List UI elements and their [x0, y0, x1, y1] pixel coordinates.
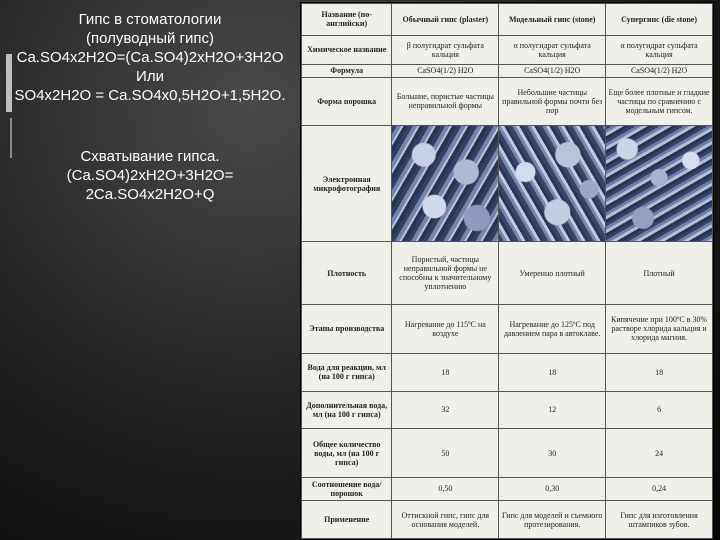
table-row	[302, 126, 713, 242]
table-row	[302, 305, 713, 353]
header-cell: Супергипс (die stone)	[606, 4, 713, 36]
table-cell: 0,24	[606, 477, 713, 500]
row-label: Электронная микрофотография	[302, 126, 392, 242]
table-row	[302, 353, 713, 391]
table-cell: Небольшие частицы правильной формы почти без пор	[499, 77, 606, 125]
table-cell: CaSO4(1/2) H2O	[499, 65, 606, 78]
table-cell: 18	[392, 353, 499, 391]
table-cell: 24	[606, 429, 713, 477]
table-cell: 0,30	[499, 477, 606, 500]
table-cell: 50	[392, 429, 499, 477]
table-cell: β полугидрат сульфата кальция	[392, 35, 499, 64]
setting-title: Схватывание гипса.	[80, 148, 220, 165]
micrograph-plaster	[392, 126, 499, 242]
table-cell: Нагревание до 125ºC под давлением пара в автоклаве.	[499, 305, 606, 353]
table-cell: CaSO4(1/2) H2O	[392, 65, 499, 78]
table-cell: 32	[392, 391, 499, 429]
table-cell: Кипячение при 100ºC в 30% растворе хлорида кальция и хлорида магния.	[606, 305, 713, 353]
table-cell: Нагревание до 115ºC на воздухе	[392, 305, 499, 353]
table-cell: α полугидрат сульфата кальция	[606, 35, 713, 64]
or-label: Или	[136, 68, 164, 85]
table-cell: Умеренно плотный	[499, 241, 606, 304]
table-cell: 18	[606, 353, 713, 391]
equation-1: Ca.SO4x2H2O=(Ca.SO4)2xH2O+3H2O	[16, 49, 284, 66]
gypsum-comparison-table	[300, 2, 714, 540]
table-row	[302, 65, 713, 78]
row-label: Этапы производства	[302, 305, 392, 353]
equation-2: SO4x2H2O = Ca.SO4x0,5H2O+1,5H2O.	[14, 87, 286, 104]
row-label: Общее количество воды, мл (на 100 г гипса)	[302, 429, 392, 477]
table-cell: Большие, пористые частицы неправильной формы	[392, 77, 499, 125]
left-text-block	[0, 10, 300, 204]
row-label: Вода для реакции, мл (на 100 г гипса)	[302, 353, 392, 391]
table-cell: Еще более плотные и гладкие частицы по сравнению с модельным гипсом.	[606, 77, 713, 125]
table-row	[302, 429, 713, 477]
table-cell: Гипс для моделей и съемного протезирования.	[499, 501, 606, 539]
table-cell: 0,50	[392, 477, 499, 500]
table-row	[302, 35, 713, 64]
table-cell: Плотный	[606, 241, 713, 304]
table-cell: CaSO4(1/2) H2O	[606, 65, 713, 78]
setting-equation-2: 2Ca.SO4x2H2O+Q	[85, 186, 215, 203]
row-label: Плотность	[302, 241, 392, 304]
row-label: Формула	[302, 65, 392, 78]
table-cell: Пористый, частицы неправильной формы не способны к значительному уплотнению	[392, 241, 499, 304]
table-cell: 30	[499, 429, 606, 477]
header-cell: Название (по-английски)	[302, 4, 392, 36]
row-label: Применение	[302, 501, 392, 539]
row-label: Форма порошка	[302, 77, 392, 125]
micrograph-stone	[499, 126, 606, 242]
table-row	[302, 241, 713, 304]
table-row	[302, 477, 713, 500]
header-cell: Модельный гипс (stone)	[499, 4, 606, 36]
table-header-row	[302, 4, 713, 36]
table-cell: α полугидрат сульфата кальция	[499, 35, 606, 64]
slide-title: Гипс в стоматологии	[78, 11, 222, 28]
micrograph-die-stone	[606, 126, 713, 242]
slide-subtitle: (полуводный гипс)	[85, 30, 215, 47]
row-label: Соотношение вода/порошок	[302, 477, 392, 500]
table-cell: 18	[499, 353, 606, 391]
table-row	[302, 391, 713, 429]
table-cell: Оттискной гипс, гипс для основания моделей.	[392, 501, 499, 539]
row-label: Дополнительная вода, мл (на 100 г гипса)	[302, 391, 392, 429]
table-row	[302, 501, 713, 539]
header-cell: Обычный гипс (plaster)	[392, 4, 499, 36]
row-label: Химическое название	[302, 35, 392, 64]
table-row	[302, 77, 713, 125]
table-cell: Гипс для изготовления штампиков зубов.	[606, 501, 713, 539]
table-cell: 6	[606, 391, 713, 429]
table-cell: 12	[499, 391, 606, 429]
setting-equation-1: (Ca.SO4)2xH2O+3H2O=	[66, 167, 234, 184]
